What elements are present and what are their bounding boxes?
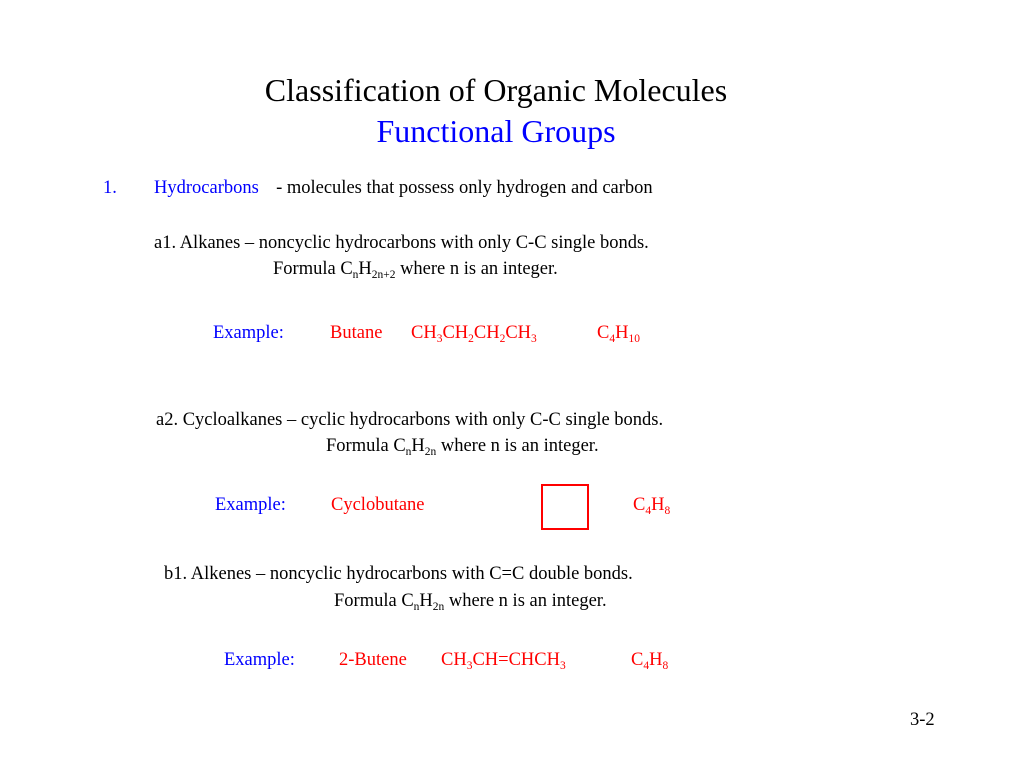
structure-text: CH — [442, 323, 469, 343]
list-number: 1. — [103, 178, 117, 198]
formula-subscript: 2n+2 — [371, 269, 396, 281]
formula-text: C — [633, 495, 646, 515]
butane-molecular-formula — [597, 323, 640, 344]
2-butene-structure — [441, 650, 566, 671]
alkanes-definition: a1. Alkanes – noncyclic hydrocarbons with only C-C single bonds. — [154, 233, 649, 253]
alkanes-formula — [273, 259, 558, 280]
formula-text: where n is an integer. — [395, 259, 558, 279]
structure-subscript: 3 — [559, 660, 566, 672]
example-label: Example: — [224, 650, 295, 670]
formula-text: where n is an integer. — [444, 591, 607, 611]
cycloalkanes-definition: a2. Cycloalkanes – cyclic hydrocarbons with only C-C single bonds. — [156, 410, 664, 430]
page-number: 3-2 — [910, 710, 935, 730]
butane-structure — [411, 323, 537, 344]
formula-text: H — [615, 323, 629, 343]
formula-text: H — [419, 591, 433, 611]
formula-subscript: n — [413, 601, 420, 613]
formula-subscript: 8 — [664, 505, 671, 517]
cyclobutane-molecular-formula — [633, 495, 670, 516]
formula-subscript: 4 — [643, 660, 650, 672]
example-name-2-butene: 2-Butene — [339, 650, 407, 670]
formula-subscript: 10 — [628, 333, 640, 345]
hydrocarbons-definition: - molecules that possess only hydrogen and carbon — [276, 178, 653, 198]
structure-subscript: 2 — [468, 333, 474, 345]
formula-text: Formula C — [273, 259, 353, 279]
formula-text: H — [651, 495, 665, 515]
formula-text: C — [631, 650, 644, 670]
term-hydrocarbons: Hydrocarbons — [154, 178, 259, 198]
structure-text: CH — [473, 323, 500, 343]
formula-subscript: 4 — [609, 333, 616, 345]
formula-subscript: 2n — [432, 601, 445, 613]
formula-subscript: 8 — [662, 660, 669, 672]
formula-subscript: 2n — [424, 446, 437, 458]
alkenes-formula — [334, 591, 607, 612]
formula-text: Formula C — [334, 591, 414, 611]
2-butene-molecular-formula — [631, 650, 668, 671]
formula-subscript: 4 — [645, 505, 652, 517]
example-name-butane: Butane — [330, 323, 383, 343]
structure-subscript: 3 — [466, 660, 473, 672]
slide-title: Classification of Organic Molecules — [264, 72, 728, 108]
structure-text: CH=CHCH — [472, 650, 560, 670]
cycloalkanes-formula — [326, 436, 599, 457]
example-label: Example: — [215, 495, 286, 515]
structure-subscript: 3 — [531, 333, 537, 345]
structure-text: CH — [411, 323, 437, 343]
alkenes-definition: b1. Alkenes – noncyclic hydrocarbons with C=C double bonds. — [164, 564, 633, 584]
structure-subscript: 2 — [499, 333, 506, 345]
example-name-cyclobutane: Cyclobutane — [331, 495, 425, 515]
structure-text: CH — [505, 323, 532, 343]
example-label: Example: — [213, 323, 284, 343]
item-1-line — [154, 178, 653, 199]
formula-text: where n is an integer. — [436, 436, 599, 456]
structure-subscript: 3 — [436, 333, 443, 345]
formula-text: C — [597, 323, 610, 343]
formula-subscript: n — [352, 269, 359, 281]
formula-text: H — [649, 650, 663, 670]
slide-subtitle: Functional Groups — [376, 113, 616, 149]
structure-text: CH — [441, 650, 467, 670]
formula-text: Formula C — [326, 436, 406, 456]
formula-subscript: n — [405, 446, 412, 458]
formula-text: H — [411, 436, 425, 456]
formula-text: H — [358, 259, 372, 279]
cyclobutane-ring-structure — [541, 484, 589, 530]
